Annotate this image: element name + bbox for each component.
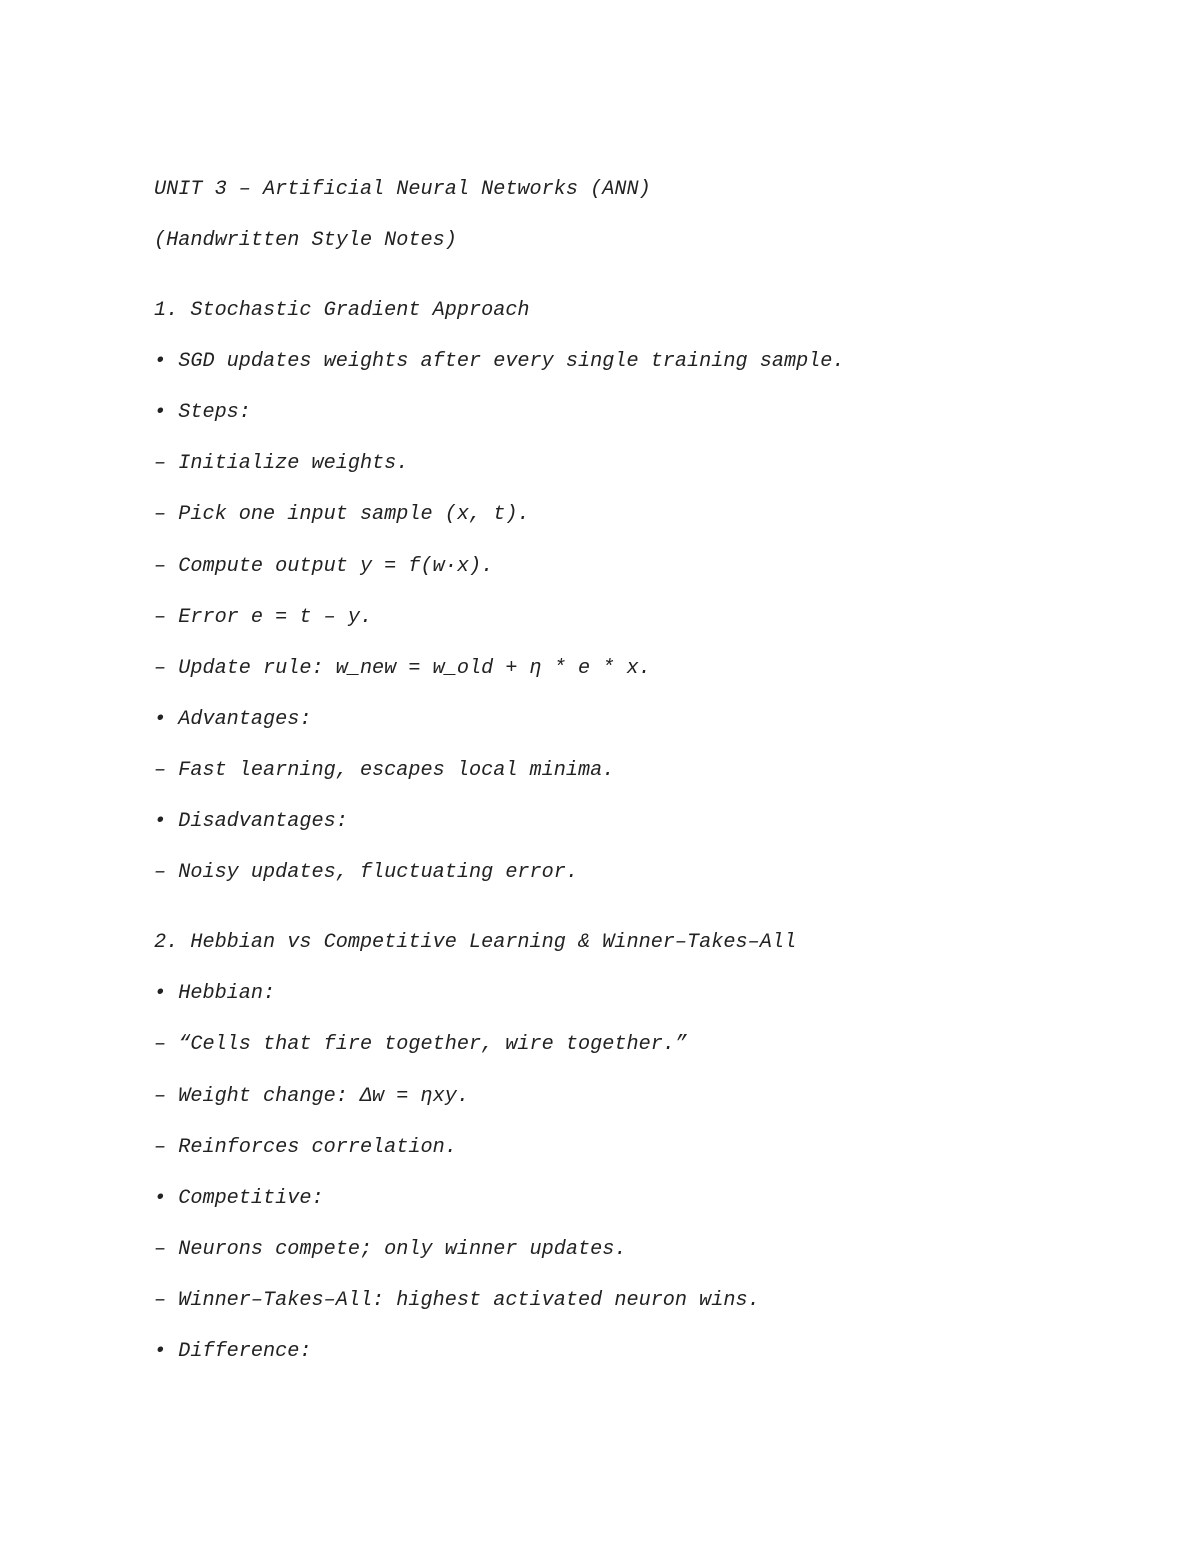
section-2-line: • Hebbian: [154,982,276,1005]
section-2-line: – “Cells that fire together, wire together.” [154,1033,688,1056]
section-1-line: • SGD updates weights after every single training sample. [154,350,845,373]
section-1-line: • Disadvantages: [154,810,348,833]
section-1-heading: 1. Stochastic Gradient Approach [154,299,530,322]
section-2-line: – Neurons compete; only winner updates. [154,1238,627,1261]
section-1-line: • Steps: [154,401,251,424]
document-subtitle: (Handwritten Style Notes) [154,229,457,252]
section-2-heading: 2. Hebbian vs Competitive Learning & Winner–Takes–All [154,931,797,954]
section-2-line: – Winner–Takes–All: highest activated neuron wins. [154,1289,760,1312]
document-title: UNIT 3 – Artificial Neural Networks (ANN) [154,178,651,201]
section-1-line: – Fast learning, escapes local minima. [154,759,615,782]
section-2-line: – Weight change: Δw = ηxy. [154,1085,469,1108]
section-1-line: – Update rule: w_new = w_old + η * e * x. [154,657,651,680]
section-2-line: • Difference: [154,1340,312,1363]
section-2-line: – Reinforces correlation. [154,1136,457,1159]
section-1-line: • Advantages: [154,708,312,731]
section-1-line: – Pick one input sample (x, t). [154,503,530,526]
section-1-line: – Initialize weights. [154,452,409,475]
section-1-line: – Noisy updates, fluctuating error. [154,861,579,884]
section-1-line: – Error e = t – y. [154,606,373,629]
section-1-line: – Compute output y = f(w·x). [154,555,494,578]
section-2-line: • Competitive: [154,1187,324,1210]
